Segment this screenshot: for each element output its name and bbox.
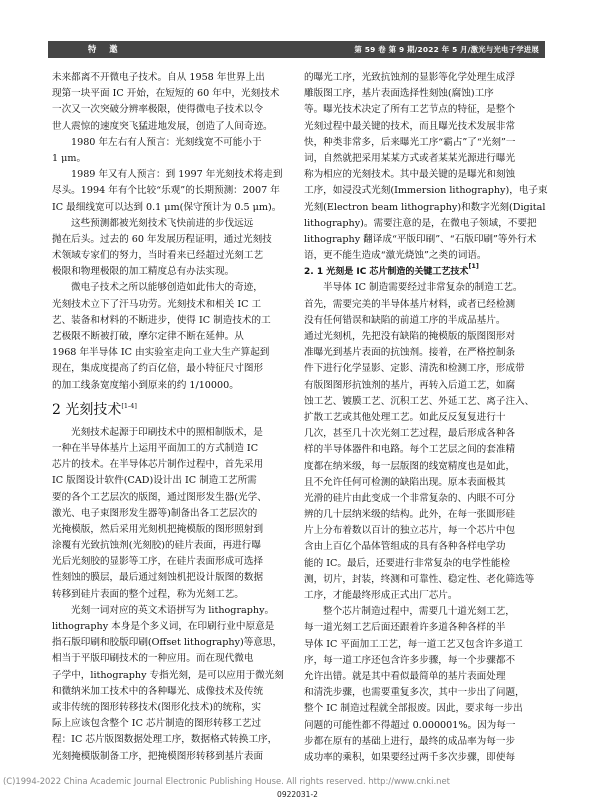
text-line: 涂覆有光致抗蚀剂(光刻胶)的硅片表面，再进行曝 [52,540,261,552]
text-line: 光后光刻胶的显影等工序，在硅片表面形成可选择 [52,556,264,568]
text-line: 没有任何错误和缺陷的前道工序的半成品基片。 [304,314,506,326]
text-line: 工序，才能最终形成正式出厂芯片。 [304,590,458,601]
text-line: 序，每一道工序还包含许多步骤，每一个步骤都不 [304,654,516,666]
text-line: 艺极限不断被打破，摩尔定律不断在延伸。从 [52,331,244,342]
text-line: 现第一块平面 IC 开始，在短短的 60 年中，光刻技术 [52,88,280,100]
text-line: 微电子技术之所以能够创造如此伟大的奇迹， [71,282,263,294]
text-line: 成功率的乘积，如果要经过两千多次步骤，即使每 [304,751,516,763]
text-line: lithography 本身是个多义词，在印刷行业中原意是 [52,621,275,632]
paragraph [52,135,296,167]
text-line: 或非传统的图形转移技术(图形化技术)的统称，实 [52,701,261,713]
text-line: 样的半导体器件和电路。每个工艺层之间的套准精 [304,444,516,456]
text-line: 蚀工艺、镀膜工艺、沉积工艺、外延工艺、离子注入、 [304,395,535,407]
text-line: 称为相应的光刻技术。其中最关键的是曝光和刻蚀 [304,169,516,181]
paragraph [52,70,296,135]
text-line: 一次又一次突破分辨率极限，使得微电子技术以令 [52,104,264,116]
text-line: 含由上百亿个晶体管组成的具有各种各样电学功 [304,541,506,553]
text-line: 要的各个工艺层次的版图，通过图形发生器(光学、 [52,491,267,503]
text-line: 词，自然就把采用某某方式或者某某光源进行曝光 [304,152,516,164]
text-line: 光刻技术立下了汗马功劳。光刻技术和相关 IC 工 [52,298,262,310]
text-line: 导体 IC 平面加工工艺，每一道工艺又包含许多道工 [304,638,523,650]
text-line: 一种在半导体基片上运用平面加工的方式制造 IC [52,442,259,454]
text-line: 光刻掩模版制备工序，把掩模图形转移到基片表面 [52,750,264,762]
paragraph [52,167,296,216]
text-line: 且不允许任何可检测的缺陷出现。原本表面极其 [304,476,506,488]
text-line: 际上应该包含整个 IC 芯片制造的图形转移工艺过 [52,718,262,730]
text-line: 整个芯片制造过程中，需要几十道光刻工艺， [323,606,515,618]
text-line: 度都在纳米级，每一层版图的线宽精度也是如此， [304,460,516,472]
text-line: 光刻(Electron beam lithography)和数字光刻(Digital [304,201,546,213]
subsection-heading [304,264,548,280]
text-line: IC 最细线宽可以达到 0.1 μm(保守预计为 0.5 μm)。 [52,201,282,213]
text-line: IC 版图设计软件(CAD)设计出 IC 制造工艺所需 [52,475,257,487]
text-line: 首先，需要完美的半导体基片材料，或者已经检测 [304,298,516,310]
text-line: 极限和物理极限的加工精度总有办法实现。 [52,266,235,278]
text-line: 片上分布着数以百计的独立芯片，每一个芯片中包 [304,525,516,537]
text-line: 指石版印刷和胶版印刷(Offset lithography)等意思， [52,637,283,649]
text-line: 雕版图工序，基片表面选择性刻蚀(腐蚀)工序 [304,88,494,100]
running-header [48,41,545,58]
paragraph [52,216,296,281]
text-line: 有版图图形抗蚀剂的基片，再转入后道工艺，如腐 [304,379,516,391]
text-line: 术领域专家们的努力，当时看来已经超过光刻工艺 [52,250,264,262]
text-line: 抛在后头。过去的 60 年发展历程证明，通过光刻技 [52,233,272,245]
text-line: 工序，如浸没式光刻(Immersion lithography)，电子束 [304,185,548,197]
text-line: 准曝光到基片表面的抗蚀剂。接着，在严格控制条 [304,347,516,359]
right-column [304,70,548,766]
text-line: 整个 IC 制造过程就全部报废。因此，要求每一步出 [304,703,523,715]
text-line: 未来都离不开微电子技术。自从 1958 年世界上出 [52,72,265,83]
text-line: 允许出错。就是其中看似最简单的基片表面处理 [304,670,506,682]
text-line: 1980 年左右有人预言：光刻线宽不可能小于 [71,136,262,148]
text-line: lithography 翻译成“平版印刷”、“石版印刷”等外行术 [304,233,537,245]
text-line: 1968 年半导体 IC 由实验室走向工业大生产算起到 [52,347,270,359]
text-line: 语，更不能生造成“激光烧蚀”之类的词语。 [304,250,487,262]
text-line: 半导体 IC 制造需要经过非常复杂的制造工艺。 [323,282,523,294]
paragraph [52,425,296,603]
text-line: 步都在原有的基础上进行，最终的成品率为每一步 [304,735,516,747]
paragraph [52,280,296,393]
copyright-footer: (C)1994-2022 China Academic Journal Electronic Publishing House. All rights reserved. http://www.cnki.net [3,776,450,786]
text-line: 件下进行化学显影、定影、清洗和检测工序，形成带 [304,363,525,375]
section-heading [52,396,296,424]
paragraph [304,604,548,766]
text-line: 这些预测都被光刻技术飞快前进的步伐远远 [71,217,254,229]
paragraph [304,70,548,264]
text-line: 光刻技术起源于印刷技术中的照相制版术，是 [71,426,263,438]
text-line: 测，切片，封装，终测和可靠性、稳定性、老化筛选等 [304,573,535,585]
text-line: 世人震惊的速度突飞猛进地发展，创造了人间奇迹。 [52,120,273,132]
paragraph [304,280,548,604]
text-line: 艺、装备和材料的不断进步，使得 IC 制造技术的工 [52,314,271,326]
text-line: 通过光刻机，先把没有缺陷的掩模版的版图图形对 [304,331,516,342]
text-line: 1989 年又有人预言：到 1997 年光刻技术将走到 [71,169,283,181]
text-line: 子学中，lithography 专指光刻，是可以应用于微光刻 [52,669,284,681]
text-line: 程：IC 芯片版图数据处理工序，数据格式转换工序， [52,734,278,746]
page-number: 0922031-2 [277,790,318,799]
header-journal-info: 第 59 卷 第 9 期/2022 年 5 月/激光与光电子学进展 [354,45,539,54]
text-line: 和清洗步骤，也需要重复多次，其中一步出了问题， [304,687,525,699]
section-title: 2 光刻技术 [52,401,122,418]
text-line: 光掩模版，然后采用光刻机把掩模版的图形照射到 [52,523,264,535]
paragraph [52,603,296,765]
left-column [52,70,296,765]
text-line: 尽头。1994 年有个比较“乐观”的长期预测：2007 年 [52,185,280,197]
text-line: 能的 IC。最后，还要进行非常复杂的电学性能检 [304,557,511,569]
text-line: lithography)。需要注意的是，在微电子领域，不要把 [304,217,537,229]
text-line: 的加工线条宽度缩小到原来的约 1/10000。 [52,379,239,391]
text-line: 现在，集成度提高了约百亿倍，最小特征尺寸图形 [52,363,264,375]
text-line: 等。曝光技术决定了所有工艺节点的特征，是整个 [304,104,516,116]
subsection-title: 2. 1 光刻是 IC 芯片制造的关键工艺技术 [304,267,469,278]
text-line: 几次，甚至几十次光刻工艺过程，最后形成各种各 [304,428,516,440]
text-line: 光刻一词对应的英文术语拼写为 lithography。 [71,604,275,616]
text-line: 扩散工艺或其他处理工艺。如此反反复复进行十 [304,411,506,423]
text-line: 激光、电子束图形发生器等)制备出各工艺层次的 [52,507,258,519]
citation-ref: [1-4] [121,401,137,410]
text-line: 相当于平版印刷技术的一种应用。而在现代微电 [52,653,254,665]
text-line: 1 μm。 [52,152,87,164]
text-line: 每一道光刻工艺后面还跟着许多道各种各样的半 [304,622,506,634]
text-line: 和微纳米加工技术中的各种曝光、成像技术及传统 [52,685,264,697]
text-line: 光滑的硅片由此变成一个非常复杂的、内眼不可分 [304,492,516,504]
text-line: 性刻蚀的膜层，最后通过刻蚀机把设计版图的数据 [52,572,264,584]
header-section-label: 特邀 [88,44,131,54]
text-line: 转移到硅片表面的整个过程，称为光刻工艺。 [52,588,244,600]
text-line: 快，种类非常多，后来曝光工序“霸占”了“光刻”一 [304,136,516,148]
text-line: 问题的可能性都不得超过 0.000001%。因为每一 [304,719,516,731]
citation-ref: [1] [468,262,479,271]
text-line: 的曝光工序，光致抗蚀剂的显影等化学处理生成浮 [304,72,516,83]
text-line: 光刻过程中最关键的技术，而且曝光技术发展非常 [304,120,516,132]
text-line: 芯片的技术。在半导体芯片制作过程中，首先采用 [52,459,264,471]
text-line: 辨的几十层纳米级的结构。此外，在每一张圆形硅 [304,509,516,521]
